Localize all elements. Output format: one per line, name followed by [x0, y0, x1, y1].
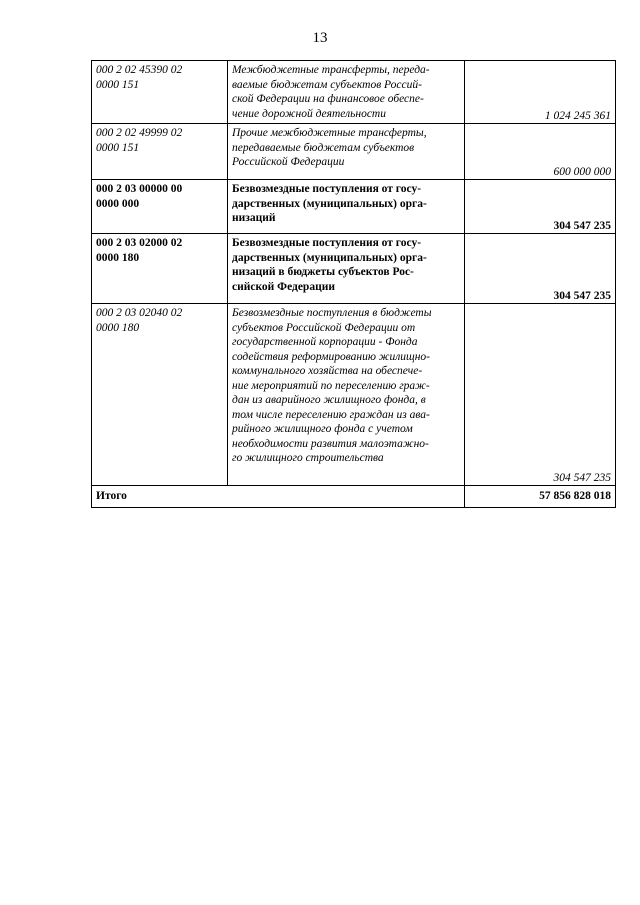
income-name: Безвозмездные поступления в бюджеты субъектов Российской Федерации от государственной корпорации - Фонда содействия реформированию жилищно- коммунального хозяйства на обеспече- ние мероприятий по переселению граж- дан из аварийного жилищного фонда, в том числе переселению граждан из ава- рийного жилищного фонда с учетом необходимости развития малоэтажно- го жилищного строительства	[232, 307, 432, 464]
income-name-cell	[228, 124, 465, 180]
amount-value: 304 547 235	[553, 219, 611, 232]
table-row	[92, 124, 616, 180]
budget-code-cell	[92, 304, 228, 486]
table-row	[92, 180, 616, 234]
total-label: Итого	[96, 490, 127, 502]
table-row	[92, 234, 616, 304]
amount-value: 1 024 245 361	[544, 109, 611, 122]
budget-code: 000 2 02 49999 02 0000 151	[96, 127, 183, 154]
total-label-cell	[92, 486, 465, 508]
budget-table-body	[92, 61, 616, 508]
page-number: 13	[312, 30, 328, 46]
amount-cell	[465, 234, 616, 304]
budget-code-cell	[92, 124, 228, 180]
budget-code: 000 2 03 02000 02 0000 180	[96, 237, 183, 264]
total-amount-cell	[465, 486, 616, 508]
budget-code: 000 2 03 00000 00 0000 000	[96, 183, 183, 210]
income-name: Безвозмездные поступления от госу- дарственных (муниципальных) орга- низаций в бюджеты субъектов Рос- сийской Федерации	[232, 237, 427, 293]
amount-value: 600 000 000	[553, 165, 611, 178]
income-name: Безвозмездные поступления от госу- дарственных (муниципальных) орга- низаций	[232, 183, 427, 224]
income-name: Прочие межбюджетные трансферты, передаваемые бюджетам субъектов Российской Федерации	[232, 127, 427, 168]
budget-code-cell	[92, 234, 228, 304]
amount-cell	[465, 304, 616, 486]
amount-cell	[465, 180, 616, 234]
amount-value: 304 547 235	[553, 289, 611, 302]
total-row	[92, 486, 616, 508]
income-name-cell	[228, 61, 465, 124]
income-name-cell	[228, 234, 465, 304]
amount-cell	[465, 61, 616, 124]
income-name-cell	[228, 304, 465, 486]
budget-code-cell	[92, 61, 228, 124]
total-amount: 57 856 828 018	[539, 490, 611, 502]
amount-value: 304 547 235	[553, 471, 611, 484]
budget-code: 000 2 03 02040 02 0000 180	[96, 307, 183, 334]
income-name-cell	[228, 180, 465, 234]
table-row	[92, 61, 616, 124]
income-name: Межбюджетные трансферты, переда- ваемые бюджетам субъектов Россий- ской Федерации на финансовое обеспе- чение дорожной деятельности	[232, 64, 430, 120]
table-row	[92, 304, 616, 486]
budget-code-cell	[92, 180, 228, 234]
amount-cell	[465, 124, 616, 180]
budget-code: 000 2 02 45390 02 0000 151	[96, 64, 183, 91]
budget-table	[91, 60, 616, 508]
